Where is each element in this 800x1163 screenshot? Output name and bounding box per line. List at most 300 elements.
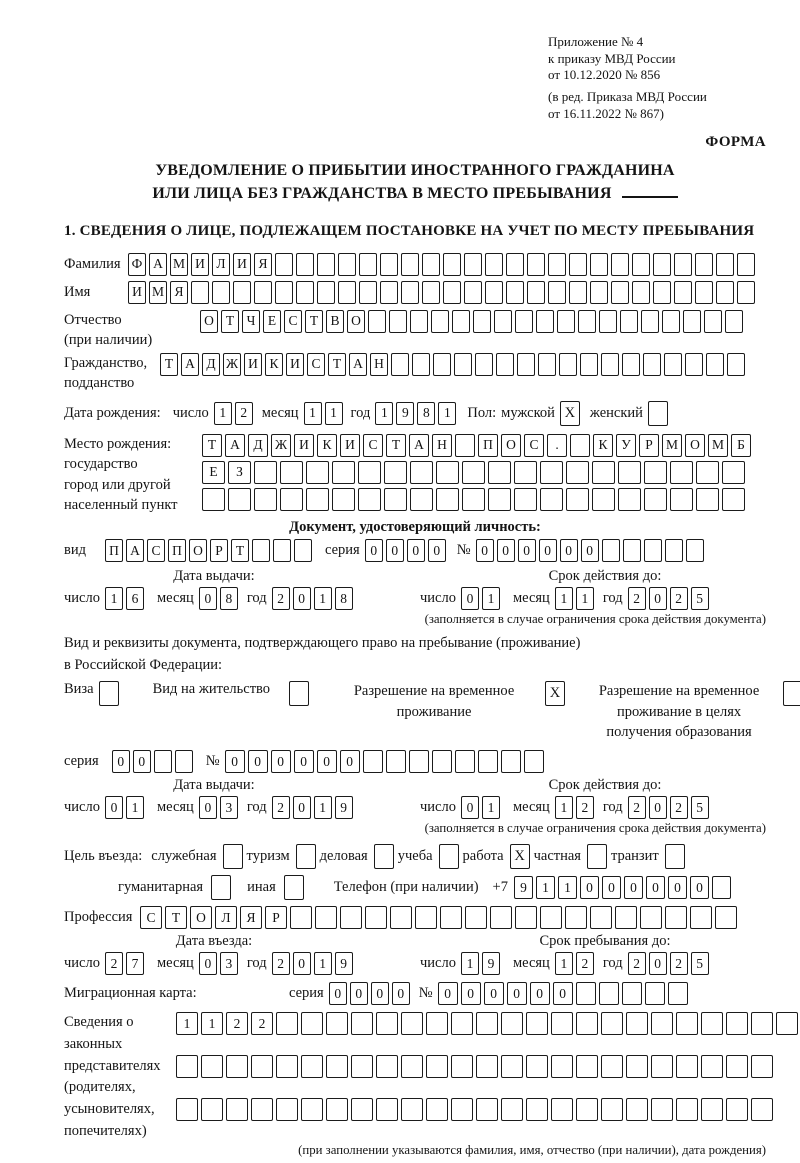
char-cell[interactable] <box>601 1098 623 1121</box>
char-cell[interactable]: 2 <box>105 952 123 975</box>
char-cell[interactable] <box>201 1098 223 1121</box>
char-cell[interactable]: 1 <box>558 876 577 899</box>
char-cell[interactable] <box>422 281 440 304</box>
char-cell[interactable]: 7 <box>126 952 144 975</box>
char-cell[interactable]: 8 <box>335 587 353 610</box>
char-cell[interactable]: 1 <box>555 587 573 610</box>
char-cell[interactable]: 1 <box>214 402 232 425</box>
char-cell[interactable]: 0 <box>271 750 291 773</box>
char-cell[interactable]: 3 <box>220 796 238 819</box>
char-cell[interactable]: 0 <box>407 539 425 562</box>
char-cell[interactable] <box>696 488 719 511</box>
char-cell[interactable]: . <box>547 434 567 457</box>
char-cell[interactable] <box>275 253 293 276</box>
char-cell[interactable] <box>622 982 642 1005</box>
char-cell[interactable]: 0 <box>386 539 404 562</box>
char-cell[interactable] <box>670 488 693 511</box>
char-cell[interactable] <box>651 1098 673 1121</box>
char-cell[interactable]: 0 <box>392 982 410 1005</box>
char-cell[interactable]: 0 <box>225 750 245 773</box>
char-cell[interactable] <box>676 1098 698 1121</box>
char-cell[interactable] <box>426 1098 448 1121</box>
char-cell[interactable] <box>664 353 682 376</box>
char-cell[interactable] <box>751 1098 773 1121</box>
char-cell[interactable] <box>488 488 511 511</box>
char-cell[interactable] <box>233 281 251 304</box>
char-cell[interactable]: 1 <box>176 1012 198 1035</box>
char-cell[interactable]: Т <box>221 310 239 333</box>
char-cell[interactable] <box>254 281 272 304</box>
char-cell[interactable] <box>601 1012 623 1035</box>
char-cell[interactable] <box>276 1055 298 1078</box>
char-cell[interactable] <box>501 750 521 773</box>
char-cell[interactable] <box>751 1012 773 1035</box>
char-cell[interactable]: В <box>326 310 344 333</box>
char-cell[interactable]: О <box>347 310 365 333</box>
char-cell[interactable] <box>306 461 329 484</box>
char-cell[interactable]: 2 <box>251 1012 273 1035</box>
char-cell[interactable] <box>536 310 554 333</box>
char-cell[interactable] <box>695 281 713 304</box>
char-cell[interactable] <box>391 353 409 376</box>
char-cell[interactable] <box>668 982 688 1005</box>
char-cell[interactable]: 1 <box>375 402 393 425</box>
male-checkbox[interactable]: X <box>560 401 580 426</box>
char-cell[interactable] <box>462 461 485 484</box>
char-cell[interactable]: А <box>181 353 199 376</box>
char-cell[interactable]: 0 <box>461 587 479 610</box>
char-cell[interactable]: О <box>685 434 705 457</box>
char-cell[interactable] <box>226 1055 248 1078</box>
char-cell[interactable]: 0 <box>649 796 667 819</box>
char-cell[interactable] <box>696 461 719 484</box>
char-cell[interactable]: 9 <box>482 952 500 975</box>
char-cell[interactable] <box>276 1098 298 1121</box>
purpose-other-checkbox[interactable] <box>284 875 304 900</box>
char-cell[interactable] <box>226 1098 248 1121</box>
char-cell[interactable]: О <box>189 539 207 562</box>
char-cell[interactable] <box>570 434 590 457</box>
char-cell[interactable] <box>410 461 433 484</box>
char-cell[interactable] <box>488 461 511 484</box>
char-cell[interactable] <box>464 281 482 304</box>
char-cell[interactable]: 8 <box>417 402 435 425</box>
char-cell[interactable]: 0 <box>293 796 311 819</box>
char-cell[interactable]: А <box>149 253 167 276</box>
char-cell[interactable] <box>526 1098 548 1121</box>
char-cell[interactable] <box>576 1098 598 1121</box>
char-cell[interactable] <box>380 253 398 276</box>
char-cell[interactable] <box>580 353 598 376</box>
char-cell[interactable]: 0 <box>350 982 368 1005</box>
char-cell[interactable]: 3 <box>220 952 238 975</box>
char-cell[interactable] <box>551 1055 573 1078</box>
char-cell[interactable] <box>386 750 406 773</box>
char-cell[interactable] <box>490 906 512 929</box>
char-cell[interactable] <box>443 281 461 304</box>
char-cell[interactable] <box>410 310 428 333</box>
char-cell[interactable]: И <box>191 253 209 276</box>
char-cell[interactable] <box>690 906 712 929</box>
char-cell[interactable] <box>294 539 312 562</box>
char-cell[interactable]: Я <box>170 281 188 304</box>
char-cell[interactable]: 2 <box>272 952 290 975</box>
char-cell[interactable] <box>665 906 687 929</box>
char-cell[interactable]: Д <box>202 353 220 376</box>
char-cell[interactable] <box>496 353 514 376</box>
char-cell[interactable] <box>485 281 503 304</box>
char-cell[interactable]: 9 <box>396 402 414 425</box>
char-cell[interactable]: 0 <box>329 982 347 1005</box>
char-cell[interactable] <box>506 281 524 304</box>
char-cell[interactable]: 2 <box>628 952 646 975</box>
char-cell[interactable] <box>540 461 563 484</box>
char-cell[interactable]: М <box>170 253 188 276</box>
char-cell[interactable]: 0 <box>199 796 217 819</box>
char-cell[interactable]: 0 <box>668 876 687 899</box>
char-cell[interactable] <box>515 906 537 929</box>
char-cell[interactable] <box>389 310 407 333</box>
char-cell[interactable] <box>251 1098 273 1121</box>
char-cell[interactable] <box>426 1012 448 1035</box>
char-cell[interactable]: З <box>228 461 251 484</box>
char-cell[interactable] <box>622 353 640 376</box>
char-cell[interactable] <box>376 1012 398 1035</box>
char-cell[interactable] <box>632 253 650 276</box>
char-cell[interactable]: 0 <box>553 982 573 1005</box>
char-cell[interactable] <box>662 310 680 333</box>
char-cell[interactable] <box>726 1055 748 1078</box>
char-cell[interactable] <box>566 461 589 484</box>
char-cell[interactable] <box>676 1055 698 1078</box>
char-cell[interactable]: 0 <box>690 876 709 899</box>
char-cell[interactable]: Н <box>370 353 388 376</box>
char-cell[interactable] <box>514 461 537 484</box>
char-cell[interactable]: О <box>200 310 218 333</box>
char-cell[interactable]: 0 <box>497 539 515 562</box>
char-cell[interactable]: Ж <box>223 353 241 376</box>
char-cell[interactable]: П <box>478 434 498 457</box>
char-cell[interactable] <box>410 488 433 511</box>
char-cell[interactable] <box>683 310 701 333</box>
char-cell[interactable]: И <box>286 353 304 376</box>
char-cell[interactable] <box>401 1055 423 1078</box>
char-cell[interactable]: 2 <box>670 952 688 975</box>
char-cell[interactable] <box>706 353 724 376</box>
char-cell[interactable]: К <box>317 434 337 457</box>
char-cell[interactable]: 2 <box>670 796 688 819</box>
char-cell[interactable] <box>254 461 277 484</box>
char-cell[interactable] <box>701 1012 723 1035</box>
purpose-tourism-checkbox[interactable] <box>296 844 316 869</box>
char-cell[interactable] <box>695 253 713 276</box>
char-cell[interactable] <box>611 281 629 304</box>
char-cell[interactable]: М <box>149 281 167 304</box>
char-cell[interactable] <box>704 310 722 333</box>
char-cell[interactable] <box>338 253 356 276</box>
char-cell[interactable]: С <box>284 310 302 333</box>
char-cell[interactable]: Т <box>305 310 323 333</box>
char-cell[interactable]: 2 <box>628 796 646 819</box>
char-cell[interactable] <box>653 253 671 276</box>
char-cell[interactable] <box>358 488 381 511</box>
char-cell[interactable] <box>643 353 661 376</box>
char-cell[interactable] <box>202 488 225 511</box>
char-cell[interactable]: 2 <box>226 1012 248 1035</box>
char-cell[interactable] <box>301 1098 323 1121</box>
char-cell[interactable]: 2 <box>670 587 688 610</box>
char-cell[interactable] <box>201 1055 223 1078</box>
char-cell[interactable] <box>401 1098 423 1121</box>
char-cell[interactable] <box>565 906 587 929</box>
char-cell[interactable] <box>515 310 533 333</box>
char-cell[interactable]: Н <box>432 434 452 457</box>
char-cell[interactable] <box>514 488 537 511</box>
char-cell[interactable] <box>592 461 615 484</box>
char-cell[interactable] <box>462 488 485 511</box>
char-cell[interactable] <box>485 253 503 276</box>
char-cell[interactable] <box>451 1098 473 1121</box>
char-cell[interactable] <box>626 1055 648 1078</box>
char-cell[interactable]: 2 <box>272 796 290 819</box>
char-cell[interactable] <box>640 906 662 929</box>
char-cell[interactable] <box>527 281 545 304</box>
char-cell[interactable] <box>715 906 737 929</box>
char-cell[interactable] <box>475 353 493 376</box>
char-cell[interactable] <box>623 539 641 562</box>
char-cell[interactable] <box>432 750 452 773</box>
char-cell[interactable]: Б <box>731 434 751 457</box>
char-cell[interactable]: 0 <box>293 952 311 975</box>
char-cell[interactable] <box>494 310 512 333</box>
char-cell[interactable] <box>452 310 470 333</box>
char-cell[interactable] <box>228 488 251 511</box>
char-cell[interactable] <box>368 310 386 333</box>
char-cell[interactable] <box>351 1055 373 1078</box>
char-cell[interactable]: Т <box>386 434 406 457</box>
char-cell[interactable] <box>737 281 755 304</box>
char-cell[interactable] <box>380 281 398 304</box>
char-cell[interactable]: 0 <box>518 539 536 562</box>
char-cell[interactable] <box>538 353 556 376</box>
char-cell[interactable]: Т <box>165 906 187 929</box>
char-cell[interactable] <box>716 281 734 304</box>
char-cell[interactable] <box>252 539 270 562</box>
char-cell[interactable] <box>578 310 596 333</box>
char-cell[interactable] <box>701 1098 723 1121</box>
char-cell[interactable] <box>540 906 562 929</box>
char-cell[interactable]: А <box>409 434 429 457</box>
char-cell[interactable]: 0 <box>461 982 481 1005</box>
char-cell[interactable] <box>592 488 615 511</box>
char-cell[interactable] <box>476 1098 498 1121</box>
char-cell[interactable] <box>501 1055 523 1078</box>
purpose-transit-checkbox[interactable] <box>665 844 685 869</box>
char-cell[interactable] <box>384 488 407 511</box>
char-cell[interactable] <box>376 1098 398 1121</box>
char-cell[interactable] <box>478 750 498 773</box>
char-cell[interactable]: Ч <box>242 310 260 333</box>
char-cell[interactable] <box>674 253 692 276</box>
char-cell[interactable]: 1 <box>438 402 456 425</box>
char-cell[interactable]: 0 <box>438 982 458 1005</box>
char-cell[interactable]: Р <box>265 906 287 929</box>
temp-residence-permit-education-checkbox[interactable] <box>783 681 800 706</box>
char-cell[interactable] <box>590 281 608 304</box>
char-cell[interactable]: 2 <box>628 587 646 610</box>
char-cell[interactable] <box>212 281 230 304</box>
purpose-work-checkbox[interactable]: X <box>510 844 530 869</box>
char-cell[interactable] <box>676 1012 698 1035</box>
char-cell[interactable]: Ф <box>128 253 146 276</box>
char-cell[interactable]: 0 <box>428 539 446 562</box>
char-cell[interactable] <box>326 1098 348 1121</box>
char-cell[interactable]: 0 <box>365 539 383 562</box>
char-cell[interactable] <box>315 906 337 929</box>
char-cell[interactable]: 0 <box>602 876 621 899</box>
char-cell[interactable]: С <box>140 906 162 929</box>
char-cell[interactable]: Т <box>202 434 222 457</box>
char-cell[interactable] <box>524 750 544 773</box>
char-cell[interactable] <box>722 488 745 511</box>
char-cell[interactable]: 1 <box>461 952 479 975</box>
char-cell[interactable] <box>527 253 545 276</box>
char-cell[interactable]: 2 <box>576 796 594 819</box>
char-cell[interactable]: Т <box>328 353 346 376</box>
char-cell[interactable] <box>620 310 638 333</box>
char-cell[interactable] <box>280 488 303 511</box>
char-cell[interactable] <box>618 461 641 484</box>
char-cell[interactable] <box>590 906 612 929</box>
char-cell[interactable] <box>601 353 619 376</box>
char-cell[interactable] <box>465 906 487 929</box>
char-cell[interactable] <box>751 1055 773 1078</box>
char-cell[interactable]: 6 <box>126 587 144 610</box>
char-cell[interactable]: 0 <box>507 982 527 1005</box>
char-cell[interactable] <box>611 253 629 276</box>
char-cell[interactable]: 1 <box>536 876 555 899</box>
char-cell[interactable]: М <box>662 434 682 457</box>
char-cell[interactable] <box>501 1098 523 1121</box>
char-cell[interactable] <box>251 1055 273 1078</box>
char-cell[interactable]: Т <box>160 353 178 376</box>
char-cell[interactable]: У <box>616 434 636 457</box>
char-cell[interactable] <box>154 750 172 773</box>
purpose-official-checkbox[interactable] <box>223 844 243 869</box>
char-cell[interactable] <box>686 539 704 562</box>
char-cell[interactable] <box>737 253 755 276</box>
char-cell[interactable] <box>176 1055 198 1078</box>
char-cell[interactable] <box>306 488 329 511</box>
char-cell[interactable]: С <box>307 353 325 376</box>
char-cell[interactable] <box>464 253 482 276</box>
char-cell[interactable] <box>359 281 377 304</box>
char-cell[interactable] <box>254 488 277 511</box>
char-cell[interactable]: С <box>524 434 544 457</box>
char-cell[interactable] <box>384 461 407 484</box>
char-cell[interactable]: 1 <box>576 587 594 610</box>
char-cell[interactable]: 2 <box>576 952 594 975</box>
char-cell[interactable]: 0 <box>112 750 130 773</box>
char-cell[interactable]: 5 <box>691 952 709 975</box>
char-cell[interactable] <box>601 1055 623 1078</box>
char-cell[interactable]: Л <box>212 253 230 276</box>
char-cell[interactable]: 5 <box>691 587 709 610</box>
female-checkbox[interactable] <box>648 401 668 426</box>
char-cell[interactable] <box>455 434 475 457</box>
char-cell[interactable] <box>443 253 461 276</box>
char-cell[interactable] <box>433 353 451 376</box>
char-cell[interactable]: 1 <box>482 796 500 819</box>
char-cell[interactable] <box>401 281 419 304</box>
char-cell[interactable] <box>365 906 387 929</box>
char-cell[interactable] <box>275 281 293 304</box>
char-cell[interactable] <box>476 1055 498 1078</box>
char-cell[interactable]: 1 <box>482 587 500 610</box>
char-cell[interactable] <box>436 488 459 511</box>
char-cell[interactable] <box>776 1012 798 1035</box>
char-cell[interactable] <box>615 906 637 929</box>
char-cell[interactable] <box>426 1055 448 1078</box>
char-cell[interactable]: Р <box>210 539 228 562</box>
char-cell[interactable] <box>332 461 355 484</box>
char-cell[interactable]: 1 <box>126 796 144 819</box>
char-cell[interactable]: 0 <box>530 982 550 1005</box>
char-cell[interactable]: 1 <box>314 952 332 975</box>
char-cell[interactable]: 0 <box>560 539 578 562</box>
char-cell[interactable]: Л <box>215 906 237 929</box>
char-cell[interactable]: 2 <box>272 587 290 610</box>
char-cell[interactable]: 1 <box>105 587 123 610</box>
char-cell[interactable] <box>296 253 314 276</box>
purpose-humanitarian-checkbox[interactable] <box>211 875 231 900</box>
char-cell[interactable]: 0 <box>340 750 360 773</box>
char-cell[interactable] <box>618 488 641 511</box>
char-cell[interactable] <box>526 1012 548 1035</box>
char-cell[interactable] <box>651 1012 673 1035</box>
char-cell[interactable]: Я <box>254 253 272 276</box>
char-cell[interactable]: О <box>190 906 212 929</box>
char-cell[interactable]: Р <box>639 434 659 457</box>
char-cell[interactable]: 0 <box>133 750 151 773</box>
char-cell[interactable] <box>716 253 734 276</box>
char-cell[interactable]: С <box>363 434 383 457</box>
char-cell[interactable]: Я <box>240 906 262 929</box>
char-cell[interactable] <box>501 1012 523 1035</box>
char-cell[interactable]: С <box>147 539 165 562</box>
char-cell[interactable]: 0 <box>484 982 504 1005</box>
char-cell[interactable] <box>431 310 449 333</box>
char-cell[interactable]: Ж <box>271 434 291 457</box>
char-cell[interactable] <box>576 982 596 1005</box>
char-cell[interactable] <box>551 1098 573 1121</box>
char-cell[interactable]: А <box>349 353 367 376</box>
char-cell[interactable] <box>176 1098 198 1121</box>
char-cell[interactable] <box>626 1098 648 1121</box>
char-cell[interactable]: 1 <box>555 952 573 975</box>
residence-permit-checkbox[interactable] <box>289 681 309 706</box>
char-cell[interactable] <box>412 353 430 376</box>
char-cell[interactable]: 0 <box>476 539 494 562</box>
char-cell[interactable]: И <box>233 253 251 276</box>
temp-residence-permit-checkbox[interactable]: X <box>545 681 565 706</box>
char-cell[interactable] <box>576 1012 598 1035</box>
char-cell[interactable] <box>317 281 335 304</box>
char-cell[interactable]: 0 <box>580 876 599 899</box>
char-cell[interactable] <box>726 1012 748 1035</box>
char-cell[interactable] <box>290 906 312 929</box>
char-cell[interactable]: 1 <box>555 796 573 819</box>
